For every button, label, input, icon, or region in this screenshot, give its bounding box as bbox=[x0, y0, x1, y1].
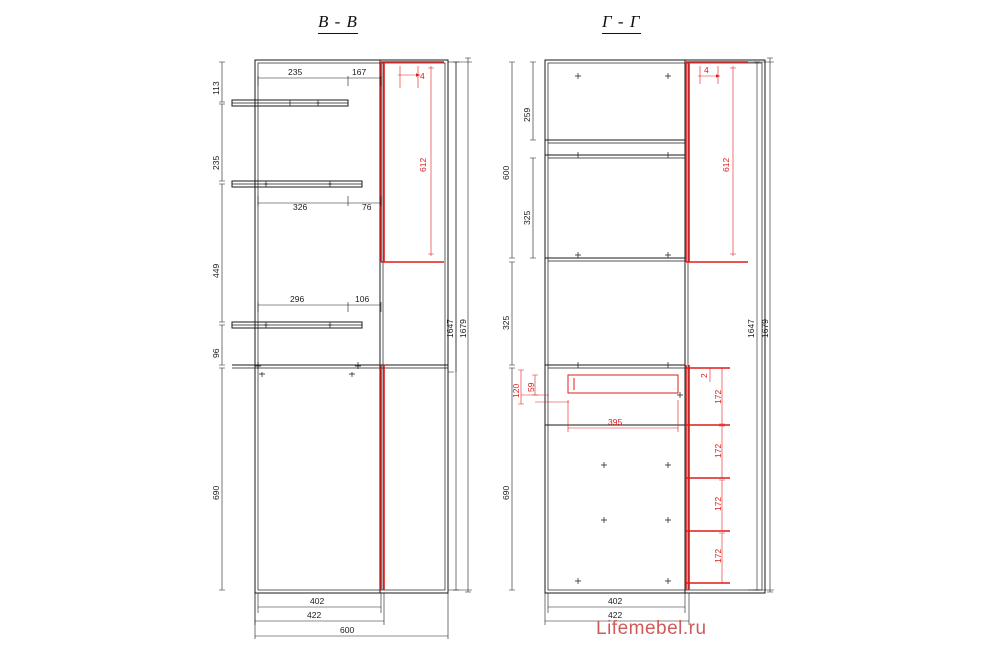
svg-text:402: 402 bbox=[310, 596, 325, 606]
svg-text:259: 259 bbox=[522, 107, 532, 122]
svg-text:96: 96 bbox=[211, 348, 221, 358]
svg-text:4: 4 bbox=[704, 65, 709, 75]
svg-text:235: 235 bbox=[211, 155, 221, 170]
svg-text:172: 172 bbox=[713, 496, 723, 511]
svg-text:600: 600 bbox=[501, 165, 511, 180]
svg-text:76: 76 bbox=[362, 202, 372, 212]
svg-text:120: 120 bbox=[511, 383, 521, 398]
svg-text:422: 422 bbox=[608, 610, 623, 620]
svg-text:422: 422 bbox=[307, 610, 322, 620]
svg-text:600: 600 bbox=[340, 625, 355, 635]
svg-text:1647: 1647 bbox=[746, 319, 756, 338]
svg-text:1679: 1679 bbox=[458, 319, 468, 338]
svg-text:235: 235 bbox=[288, 67, 303, 77]
svg-text:690: 690 bbox=[501, 485, 511, 500]
svg-text:2: 2 bbox=[699, 373, 709, 378]
svg-text:690: 690 bbox=[211, 485, 221, 500]
svg-text:612: 612 bbox=[721, 157, 731, 172]
svg-text:59: 59 bbox=[526, 382, 536, 392]
watermark-lifemebel: Lifemebel.ru bbox=[596, 618, 707, 639]
svg-text:325: 325 bbox=[501, 315, 511, 330]
svg-text:1647: 1647 bbox=[445, 319, 455, 338]
svg-text:167: 167 bbox=[352, 67, 367, 77]
left-view-group bbox=[211, 58, 472, 639]
svg-text:4: 4 bbox=[420, 71, 425, 81]
svg-text:326: 326 bbox=[293, 202, 308, 212]
svg-text:395: 395 bbox=[608, 417, 623, 427]
right-view-group bbox=[501, 58, 774, 625]
section-title-gg: Г - Г bbox=[602, 12, 641, 34]
section-title-bb: В - В bbox=[318, 12, 358, 34]
svg-text:106: 106 bbox=[355, 294, 370, 304]
svg-text:325: 325 bbox=[522, 210, 532, 225]
svg-text:1679: 1679 bbox=[760, 319, 770, 338]
svg-text:402: 402 bbox=[608, 596, 623, 606]
svg-text:113: 113 bbox=[211, 81, 221, 95]
svg-text:449: 449 bbox=[211, 263, 221, 278]
svg-text:172: 172 bbox=[713, 389, 723, 404]
svg-text:296: 296 bbox=[290, 294, 305, 304]
svg-text:172: 172 bbox=[713, 443, 723, 458]
svg-text:612: 612 bbox=[418, 157, 428, 172]
svg-text:172: 172 bbox=[713, 548, 723, 563]
